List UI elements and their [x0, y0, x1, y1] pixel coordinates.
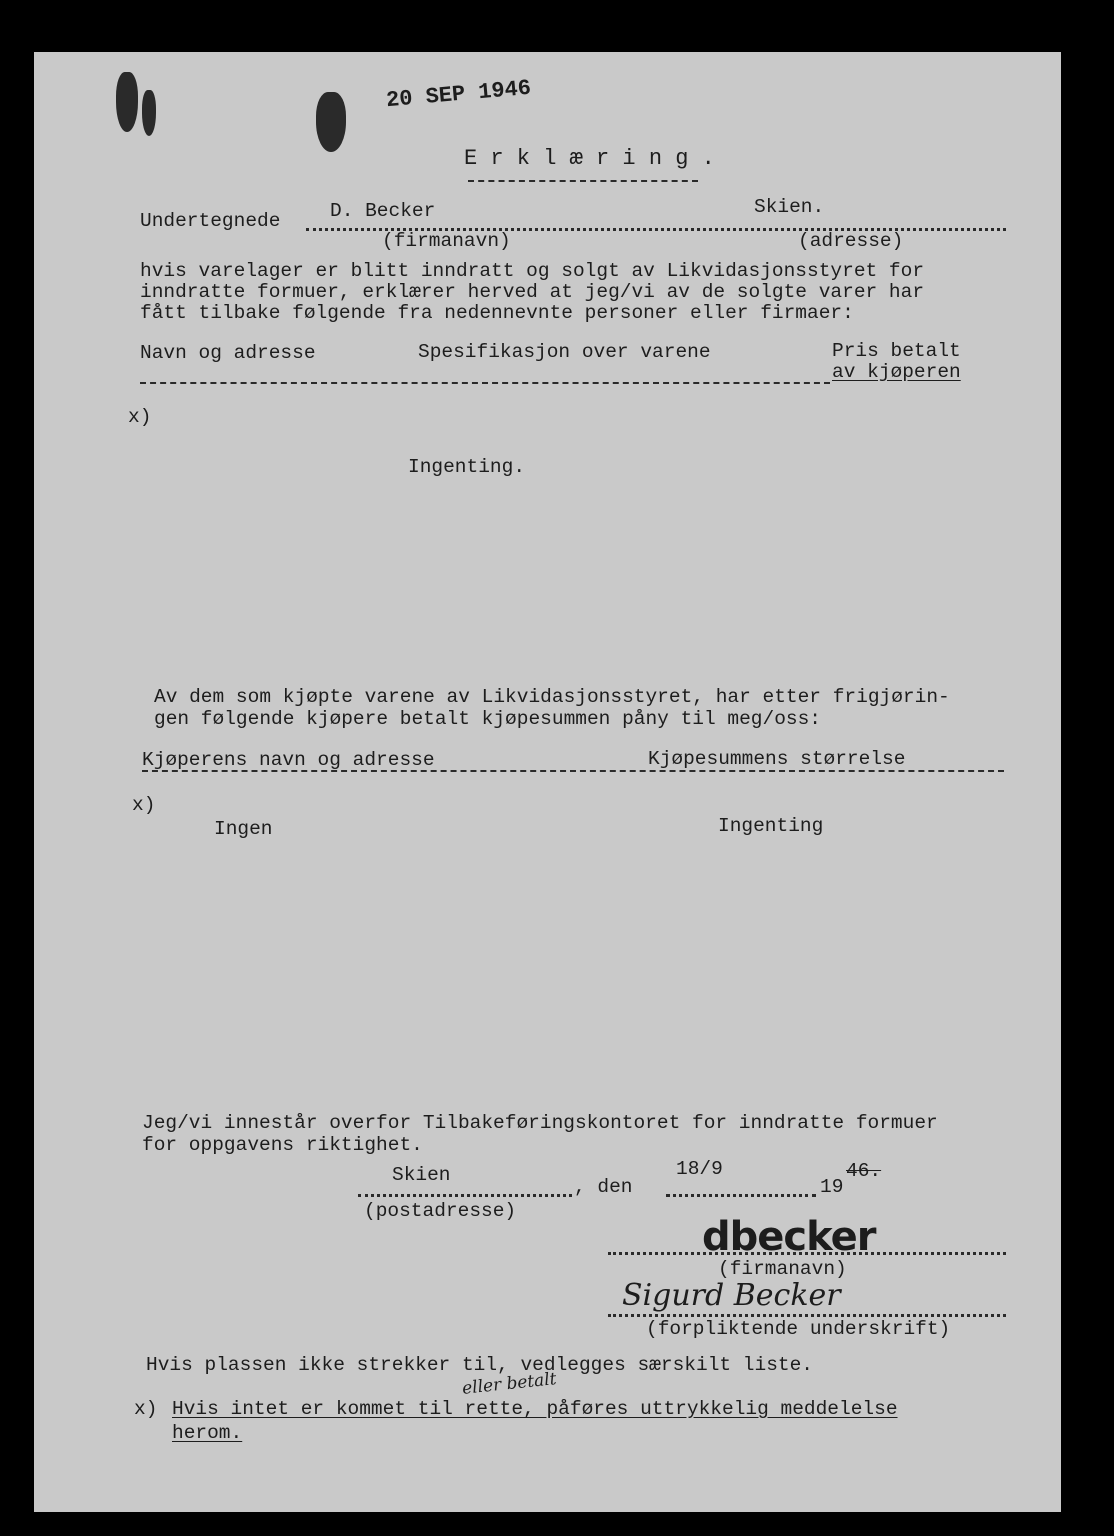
date-value: 18/9	[676, 1158, 723, 1180]
table1-header-rule	[140, 382, 830, 384]
footer-marker: x)	[134, 1398, 158, 1420]
firmanavn-dotted-line	[608, 1252, 1006, 1255]
guarantee-line-2: for oppgavens riktighet.	[142, 1134, 423, 1156]
handwritten-insert: eller betalt	[461, 1369, 558, 1399]
underskrift-dotted-line	[608, 1314, 1006, 1317]
place-value: Skien	[392, 1164, 451, 1186]
table2-entry-name: Ingen	[214, 818, 273, 840]
table2-header-rule	[142, 770, 1004, 772]
intro-line-2: inndratte formuer, erklærer herved at jeg/vi av de solgte varer har	[140, 281, 925, 303]
paragraph2-line-1: Av dem som kjøpte varene av Likvidasjonsstyret, har etter frigjørin-	[154, 686, 950, 708]
table2-marker: x)	[132, 794, 156, 816]
firm-stamp-signature: dbecker	[702, 1214, 876, 1260]
received-date-stamp: 20 SEP 1946	[385, 75, 533, 114]
den-label: , den	[574, 1176, 633, 1198]
firmanavn-caption: (firmanavn)	[382, 230, 511, 252]
table2-col-amount: Kjøpesummens størrelse	[648, 748, 906, 770]
table2-entry-amount: Ingenting	[718, 815, 824, 837]
place-dotted-line	[358, 1194, 572, 1197]
document-title: E r k l æ r i n g .	[464, 146, 715, 171]
guarantee-line-1: Jeg/vi innestår overfor Tilbakeføringskontoret for inndratte formuer	[142, 1112, 938, 1134]
intro-line-1: hvis varelager er blitt inndratt og solgt av Likvidasjonsstyret for	[140, 260, 925, 282]
table1-col-price-1: Pris betalt	[832, 340, 961, 362]
intro-line-3: fått tilbake følgende fra nedennevnte personer eller firmaer:	[140, 302, 854, 324]
table1-entry: Ingenting.	[408, 456, 526, 478]
table1-marker: x)	[128, 406, 152, 428]
year-prefix: 19	[820, 1176, 844, 1198]
footer-line-2: herom.	[172, 1422, 243, 1444]
date-dotted-line	[666, 1194, 816, 1197]
ink-mark-left	[116, 72, 138, 132]
firmanavn-caption-2: (firmanavn)	[718, 1258, 847, 1280]
footer-line-1: Hvis intet er kommet til rette, påføres uttrykkelig meddelelse	[172, 1398, 898, 1420]
ink-mark-left-2	[142, 90, 156, 136]
table1-col-price-2: av kjøperen	[832, 361, 961, 383]
firmanavn-value: D. Becker	[330, 200, 436, 222]
document-page	[34, 52, 1061, 1512]
table1-col-spec: Spesifikasjon over varene	[418, 341, 711, 363]
title-underline	[468, 180, 698, 182]
underskrift-caption: (forpliktende underskrift)	[646, 1318, 951, 1340]
adresse-value: Skien.	[754, 196, 825, 218]
handwritten-signature: Sigurd Becker	[622, 1278, 841, 1313]
undertegnede-label: Undertegnede	[140, 210, 281, 232]
postadresse-caption: (postadresse)	[364, 1200, 517, 1222]
table2-col-name: Kjøperens navn og adresse	[142, 749, 435, 771]
table1-col-name: Navn og adresse	[140, 342, 316, 364]
adresse-caption: (adresse)	[798, 230, 904, 252]
footer-note: Hvis plassen ikke strekker til, vedlegges særskilt liste.	[146, 1354, 814, 1376]
ink-mark-center	[316, 92, 346, 152]
paragraph2-line-2: gen følgende kjøpere betalt kjøpesummen påny til meg/oss:	[154, 708, 822, 730]
year-value: 46.	[846, 1160, 882, 1182]
